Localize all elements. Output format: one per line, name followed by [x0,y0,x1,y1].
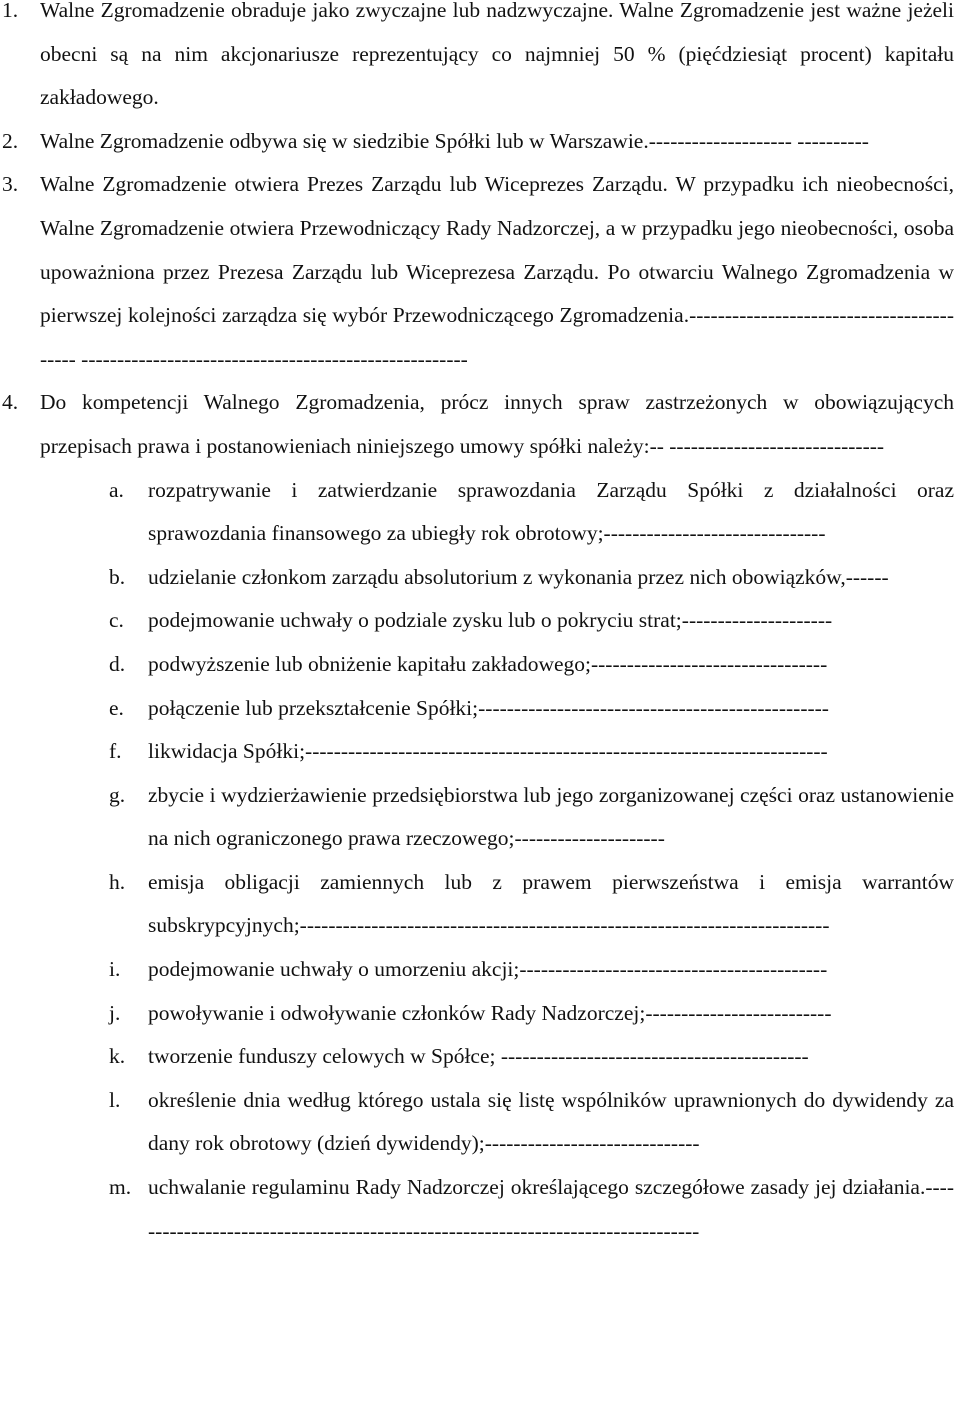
list-item-text: podejmowanie uchwały o umorzeniu akcji;------------------------------------------- [148,957,828,982]
list-item-text: emisja obligacji zamiennych lub z prawem pierwszeństwa i emisja warrantów subskrypcyjnych;-------------------------------------------------------------------------- [148,869,954,938]
paragraph-number: 4. [2,390,19,415]
paragraph-number: 3. [2,172,19,197]
list-item-letter: d. [109,651,126,676]
list-item-text: podejmowanie uchwały o podziale zysku lub o pokryciu strat;--------------------- [148,608,833,633]
list-item-text: powoływanie i odwoływanie członków Rady Nadzorczej;-------------------------- [148,1000,832,1025]
list-item [0,1079,960,1166]
list-item-letter: k. [109,1044,126,1069]
competence-list [0,469,960,1254]
list-item-letter: e. [109,695,124,720]
list-item-text: zbycie i wydzierżawienie przedsiębiorstwa lub jego zorganizowanej części oraz ustanowienie na nich ograniczonego prawa rzeczowego;--------------------- [148,782,954,851]
paragraph-text: Walne Zgromadzenie otwiera Prezes Zarządu lub Wiceprezes Zarządu. W przypadku ich nieobecności, Walne Zgromadzenie otwiera Przewodniczący Rady Nadzorczej, a w przypadku jego nieobecności, osoba upoważniona przez Prezesa Zarządu lub Wiceprezesa Zarządu. Po otwarciu Walnego Zgromadzenia w pierwszej kolejności zarządza się wybór Przewodniczącego Zgromadzenia.------------------------------------------ ------------------------------------------------------ [40,172,954,371]
paragraph-1 [0,0,960,120]
list-item-text: uchwalanie regulaminu Rady Nadzorczej określającego szczegółowe zasady jej działania.--------------------------------------------------------------------------------- [148,1175,954,1243]
list-item-letter: i. [109,957,121,982]
list-item-text: likwidacja Spółki;------------------------------------------------------------------------- [148,739,828,764]
paragraph-2 [0,120,960,164]
list-item [0,1166,960,1253]
list-item [0,774,960,861]
list-item-letter: g. [109,782,126,807]
list-item-letter: f. [109,739,122,764]
list-item [0,556,960,600]
list-item-text: określenie dnia według którego ustala się listę wspólników uprawnionych do dywidendy za dany rok obrotowy (dzień dywidendy);------------------------------ [148,1087,954,1156]
paragraph-number: 1. [2,0,19,22]
list-item-letter: j. [109,1000,121,1025]
list-item-letter: b. [109,564,126,589]
list-item [0,599,960,643]
list-item-letter: c. [109,608,124,633]
paragraph-3 [0,163,960,381]
list-item [0,861,960,948]
list-item [0,687,960,731]
list-item [0,730,960,774]
list-item [0,469,960,556]
list-item-text: połączenie lub przekształcenie Spółki;------------------------------------------------- [148,695,829,720]
list-item-letter: a. [109,477,124,502]
list-item-text: tworzenie funduszy celowych w Spółce; ------------------------------------------- [148,1044,809,1069]
list-item-letter: m. [109,1175,132,1200]
list-item [0,992,960,1036]
paragraph-4 [0,381,960,468]
list-item-text: podwyższenie lub obniżenie kapitału zakładowego;--------------------------------- [148,651,828,676]
paragraph-number: 2. [2,128,19,153]
list-item [0,1035,960,1079]
list-item [0,948,960,992]
list-item-letter: h. [109,869,126,894]
list-item-text: rozpatrywanie i zatwierdzanie sprawozdania Zarządu Spółki z działalności oraz sprawozdania finansowego za ubiegły rok obrotowy;------------------------------- [148,477,954,546]
paragraph-text: Do kompetencji Walnego Zgromadzenia, prócz innych spraw zastrzeżonych w obowiązujących przepisach prawa i postanowieniach niniejszego umowy spółki należy:-- ------------------------------ [40,390,954,458]
paragraph-text: Walne Zgromadzenie obraduje jako zwyczajne lub nadzwyczajne. Walne Zgromadzenie jest ważne jeżeli obecni są na nim akcjonariusze reprezentujący co najmniej 50 % (pięćdziesiąt procent) kapitału zakładowego. [40,0,954,110]
list-item-letter: l. [109,1087,121,1112]
list-item-text: udzielanie członkom zarządu absolutorium z wykonania przez nich obowiązków,------ [148,564,889,589]
list-item [0,643,960,687]
paragraph-text: Walne Zgromadzenie odbywa się w siedzibie Spółki lub w Warszawie.-------------------- ---------- [40,128,869,153]
